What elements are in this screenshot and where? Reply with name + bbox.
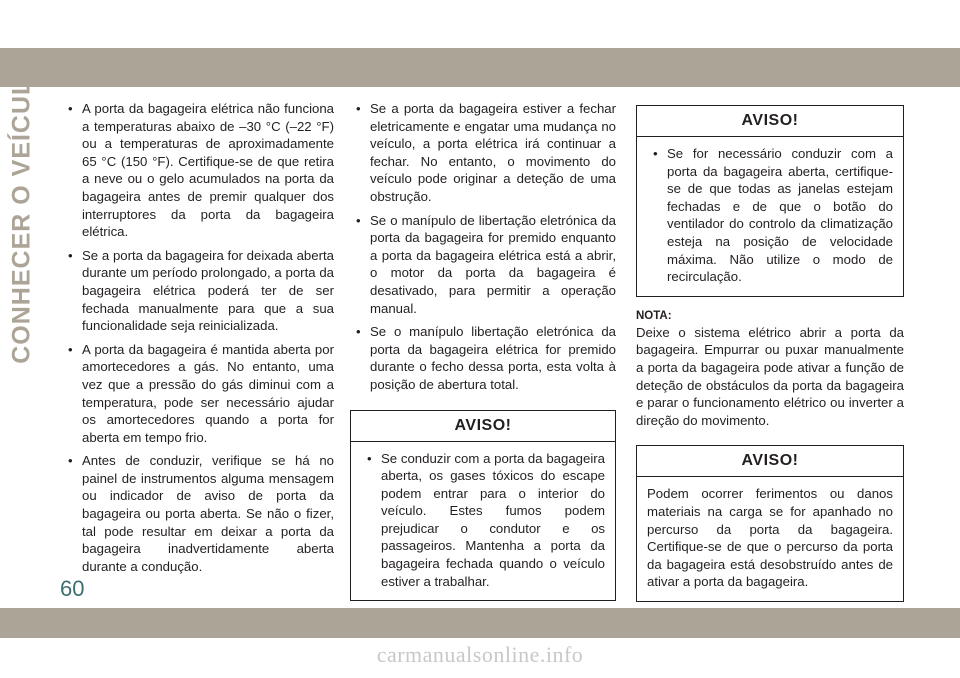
bullet-item: • A porta da bagageira é mantida aberta por amortecedores a gás. No entanto, uma vez que a pressão do gás diminui com a temperatura, pode ser necessário ajudar os amortecedores quando a porta for aberta em tempo frio. (62, 341, 334, 447)
header-area (0, 0, 960, 87)
bullet-item: • Se a porta da bagageira for deixada aberta durante um período prolongado, a porta da bagageira elétrica poderá ter de ser fechada manualmente para que a sua funcionalidade seja reinicializada. (62, 247, 334, 335)
bullet-item: • Se o manípulo libertação eletrónica da porta da bagageira elétrica for premido durante o fecho dessa porta, esta volta à posição de abertura total. (350, 323, 616, 393)
bullet-item: • A porta da bagageira elétrica não funciona a temperaturas abaixo de –30 °C (–22 °F) ou a temperaturas de aproximadamente 65 °C (150 °F). Certifique-se de que retira a neve ou o gelo acumulados na porta da bagageira antes de premir qualquer dos interruptores da porta da bagageira elétrica. (62, 100, 334, 241)
warning-title: AVISO! (637, 446, 903, 477)
footer-band (0, 608, 960, 638)
header-band (0, 48, 960, 87)
column-right (636, 100, 904, 602)
warning-title: AVISO! (637, 106, 903, 137)
warning-body (637, 137, 903, 296)
warning-text: • Se conduzir com a porta da bagageira aberta, os gases tóxicos do escape podem entrar para o interior do veículo. Estes fumos podem prejudicar o condutor e os passageiros. Mantenha a porta da bagageira fechada quando o veículo estiver a trabalhar. (361, 450, 605, 591)
warning-body (351, 442, 615, 601)
warning-text: Podem ocorrer ferimentos ou danos materiais na carga se for apanhado no percurso da porta da bagageira. Certifique-se de que o percurso da porta da bagageira está desobstruído antes de ativar a porta da bagageira. (647, 486, 893, 590)
column-middle (350, 100, 616, 601)
warning-box (636, 105, 904, 297)
note-label: NOTA: (636, 309, 672, 322)
section-title-vertical (3, 58, 41, 364)
section-title: CONHECER O VEÍCULO (7, 58, 36, 364)
warning-title: AVISO! (351, 411, 615, 442)
column-left (62, 100, 334, 581)
note-text: Deixe o sistema elétrico abrir a porta da bagageira. Empurrar ou puxar manualmente a porta da bagageira pode ativar a função de deteção de obstáculos da porta da bagageira e parar o funcionamento elétrico ou inverter a direção do movimento. (636, 324, 904, 428)
watermark: carmanualsonline.info (376, 642, 584, 667)
bullet-item: • Se a porta da bagageira estiver a fechar eletricamente e engatar uma mudança no veículo, a porta elétrica irá continuar a fechar. No entanto, o movimento do veículo pode originar a deteção de uma obstrução. (350, 100, 616, 206)
bullet-item: • Se o manípulo de libertação eletrónica da porta da bagageira for premido enquanto a porta da bagageira elétrica está a abrir, o motor da porta da bagageira é desativado, para permitir a operação manual. (350, 212, 616, 318)
warning-text: • Se for necessário conduzir com a porta da bagageira aberta, certifique-se de que todas as janelas estejam fechadas e de que o botão do ventilador do controlo da climatização esteja na posição de velocidade máxima. Não utilize o modo de recirculação. (647, 145, 893, 286)
page-number: 60 (60, 576, 85, 601)
warning-box (636, 445, 904, 602)
warning-box (350, 410, 616, 602)
bullet-item: • Antes de conduzir, verifique se há no painel de instrumentos alguma mensagem ou indicador de aviso de porta da bagageira ou porta aberta. Se não o fizer, tal pode resultar em deixar a porta da bagageira inadvertidamente aberta durante a condução. (62, 452, 334, 575)
warning-body (637, 477, 903, 601)
